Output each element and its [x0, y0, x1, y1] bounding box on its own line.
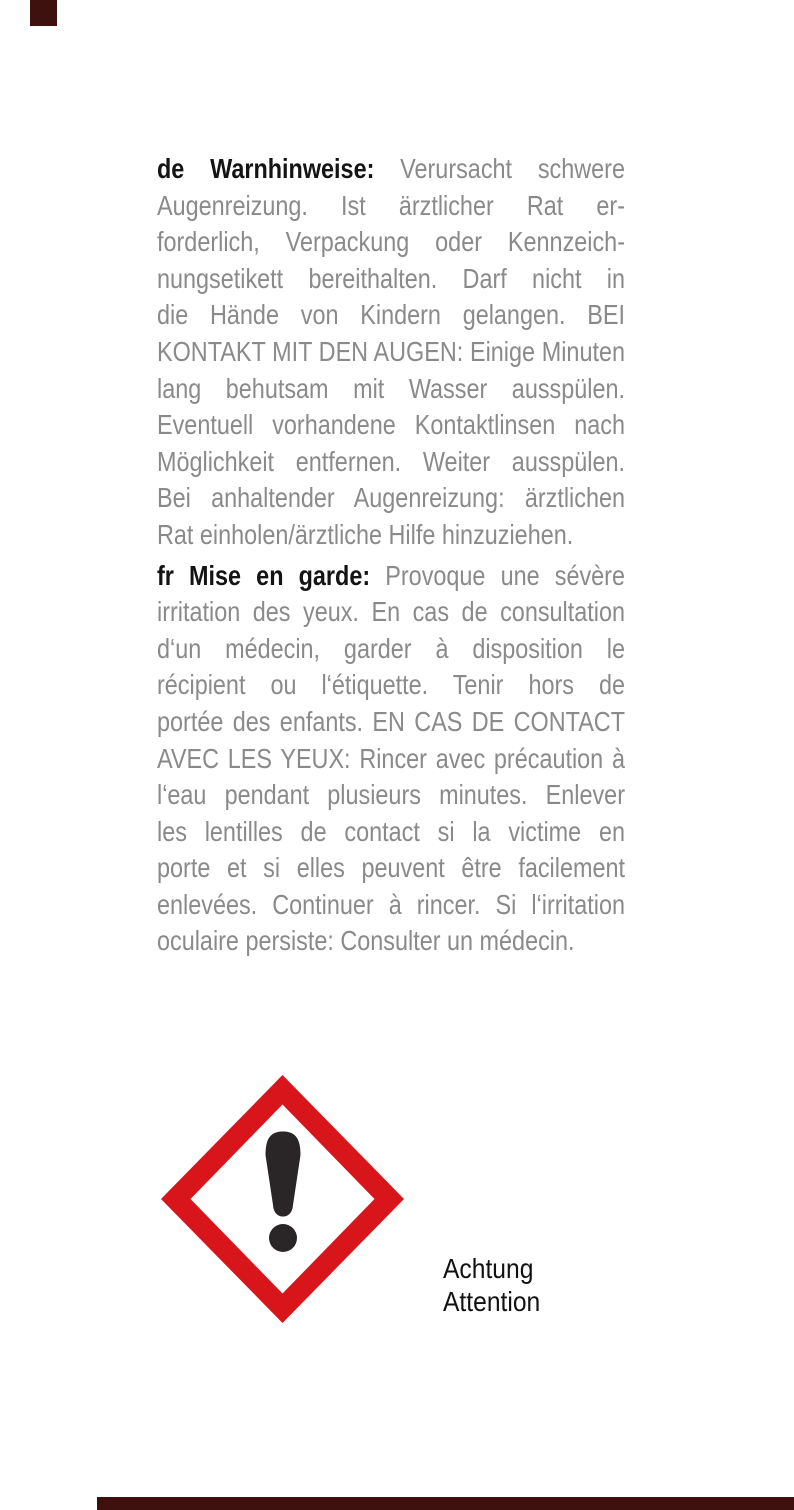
lead-fr-mise-en-garde: fr Mise en garde: [157, 559, 371, 591]
text-line: nungsetikett bereithalten. Darf nicht in [157, 262, 625, 294]
text-line: die Hände von Kindern gelangen. BEI [157, 299, 625, 331]
text-line [157, 558, 625, 595]
condensed-text-wrapper [157, 151, 625, 960]
print-mark-bottom [97, 1497, 794, 1510]
paragraph-mise-en-garde-fr [157, 558, 625, 961]
text-line: porte et si elles peuvent être facilement [157, 852, 625, 884]
text-line-rest: Verursacht schwere [374, 153, 625, 184]
text-line-rest: Provoque une sévère [370, 559, 625, 591]
text-line: Eventuell vorhandene Kontaktlinsen nach [157, 409, 625, 441]
text-line [157, 151, 625, 188]
text-line: irritation des yeux. En cas de consultation [157, 596, 625, 628]
text-line: KONTAKT MIT DEN AUGEN: Einige Minuten [157, 335, 625, 367]
text-line: oculaire persiste: Consulter un médecin. [157, 925, 575, 957]
text-line: enlevées. Continuer à rincer. Si l‘irritation [157, 888, 625, 920]
text-line: lang behutsam mit Wasser ausspülen. [157, 372, 625, 404]
text-line: d‘un médecin, garder à disposition le [157, 632, 625, 664]
text-line: AVEC LES YEUX: Rincer avec précaution à [157, 742, 625, 774]
signal-words [443, 1252, 540, 1319]
warning-text-block [157, 151, 625, 960]
text-line: Rat einholen/ärztliche Hilfe hinzuziehen. [157, 518, 574, 550]
text-line: Möglichkeit entfernen. Weiter ausspülen. [157, 445, 625, 477]
ghs07-exclamation-mark-icon [161, 1075, 404, 1323]
text-line: Bei anhaltender Augenreizung: ärztlichen [157, 482, 625, 514]
text-line: portée des enfants. EN CAS DE CONTACT [157, 705, 625, 737]
lead-de-warnhinweise: de Warnhinweise: [157, 153, 375, 184]
paragraph-warnhinweise-de [157, 151, 625, 554]
text-line: les lentilles de contact si la victime en [157, 815, 625, 847]
text-line: l‘eau pendant plusieurs minutes. Enlever [157, 779, 625, 811]
text-line: Augenreizung. Ist ärztlicher Rat er- [157, 189, 625, 221]
signal-word-fr: Attention [443, 1286, 541, 1318]
text-line: récipient ou l‘étiquette. Tenir hors de [157, 669, 625, 701]
signal-word-de: Achtung [443, 1253, 534, 1284]
text-line: forderlich, Verpackung oder Kennzeich- [157, 226, 625, 258]
print-mark-top-left [30, 0, 57, 26]
